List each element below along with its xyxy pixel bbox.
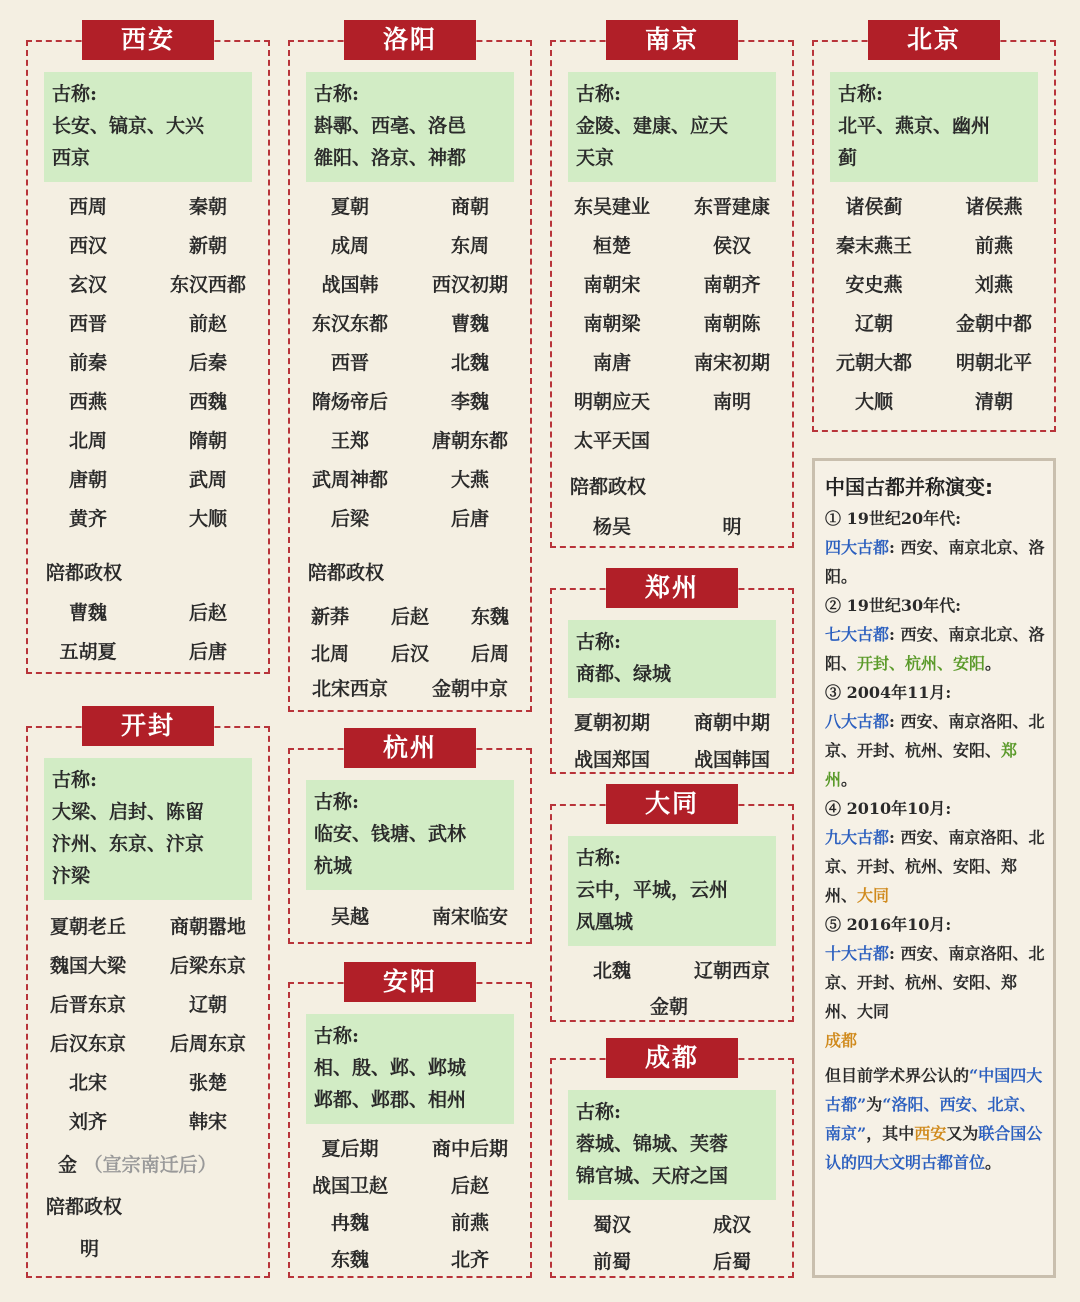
jin-row [58, 1150, 217, 1177]
dynasty-list [290, 902, 530, 929]
panel-title: 中国古都并称演变: [825, 475, 993, 499]
city-card-zhengzhou [550, 573, 794, 774]
dynasty-item: 成周 [330, 235, 369, 257]
dynasty-item: 后梁东京 [169, 955, 246, 977]
dynasty-item: 西汉初期 [431, 274, 508, 296]
ancient-names: 雒阳、洛京、神都 [314, 147, 467, 169]
dynasty-item: 东魏 [330, 1249, 369, 1271]
dynasty-item: 前燕 [974, 235, 1013, 257]
dynasty-item: 南宋初期 [693, 352, 770, 374]
city-title: 开封 [82, 706, 214, 746]
city-title: 成都 [606, 1038, 738, 1078]
dynasty-item: 元朝大都 [835, 352, 912, 374]
dynasty-item: 商朝中期 [693, 712, 770, 734]
conclusion-key: 西安 [914, 1124, 947, 1143]
dynasty-item: 大燕 [450, 469, 489, 491]
city-card-chengdu [550, 1043, 794, 1278]
dynasty-item: 诸侯蓟 [845, 196, 903, 218]
era-5 [825, 910, 1047, 1055]
dynasty-item: 南唐 [592, 352, 631, 374]
era-new: 成都 [825, 1031, 858, 1050]
accompany-label: 陪都政权 [570, 476, 647, 498]
dynasty-item: 夏后期 [321, 1138, 379, 1160]
dynasty-item: 辽朝西京 [693, 960, 770, 982]
ancient-label: 古称: [576, 1101, 622, 1123]
dynasty-item: 前秦 [68, 352, 107, 374]
dynasty-item: 东汉西都 [169, 274, 246, 296]
dynasty-item: 北周 [68, 430, 107, 452]
dynasty-item: 侯汉 [712, 235, 751, 257]
dynasty-item: 明 [722, 516, 742, 538]
dynasty-item: 夏朝 [330, 196, 369, 218]
dynasty-item: 南朝梁 [583, 313, 641, 335]
era-heading: ④ 2010年10月: [825, 799, 952, 818]
jin-note: （宣宗南迁后） [83, 1154, 217, 1176]
conclusion-key: “中国四大古都” [825, 1066, 1043, 1114]
dynasty-item: 东魏 [470, 606, 509, 628]
dynasty-item: 东汉东都 [311, 313, 388, 335]
dynasty-item: 南朝宋 [583, 274, 641, 296]
dynasty-item: 后汉 [390, 643, 429, 665]
dynasty-item: 玄汉 [68, 274, 107, 296]
era-key: 十大古都 [825, 944, 890, 963]
city-title: 大同 [606, 784, 738, 824]
accompany-label: 陪都政权 [308, 562, 385, 584]
conclusion-key: 联合国公认的四大文明古都首位 [825, 1124, 1043, 1172]
dynasty-item: 商朝嚣地 [169, 916, 246, 938]
dynasty-item: 刘齐 [68, 1111, 107, 1133]
dynasty-item: 东晋建康 [693, 196, 770, 218]
ancient-names: 商都、绿城 [576, 663, 672, 685]
dynasty-item: 西汉 [68, 235, 107, 257]
dynasty-item: 南明 [712, 391, 751, 413]
dynasty-item: 战国卫赵 [311, 1175, 388, 1197]
dynasty-item: 东吴建业 [573, 196, 650, 218]
era-4 [825, 794, 1047, 910]
ancient-names: 相、殷、邺、邺城 [314, 1057, 467, 1079]
accompany-list [28, 598, 268, 664]
dynasty-item: 南朝齐 [703, 274, 761, 296]
ancient-names: 云中，平城，云州 [576, 879, 729, 901]
dynasty-item: 后唐 [188, 641, 227, 663]
accompany-list [552, 512, 792, 539]
era-heading: ② 19世纪30年代: [825, 596, 962, 615]
ancient-names: 西京 [52, 147, 91, 169]
dynasty-item: 前赵 [188, 313, 227, 335]
dynasty-item: 战国郑国 [573, 749, 650, 771]
city-title: 北京 [868, 20, 1000, 60]
dynasty-list [552, 708, 792, 772]
ancient-names: 长安、镐京、大兴 [52, 115, 205, 137]
dynasty-item: 后赵 [188, 602, 227, 624]
accompany-list [290, 602, 530, 666]
city-card-beijing [812, 25, 1056, 432]
era-text: : 西安、南京北京、洛阳、 [825, 625, 1045, 673]
dynasty-item: 金朝中都 [955, 313, 1032, 335]
dynasty-item: 后梁 [330, 508, 369, 530]
dynasty-item: 西晋 [68, 313, 107, 335]
dynasty-item: 东周 [450, 235, 489, 257]
dynasty-item: 大顺 [188, 508, 227, 530]
dynasty-item: 王郑 [330, 430, 369, 452]
dynasty-item: 辽朝 [854, 313, 893, 335]
ancient-names-box [44, 758, 252, 900]
conclusion-text: 但目前学术界公认的 [825, 1066, 970, 1085]
ancient-label: 古称: [576, 631, 622, 653]
dynasty-item: 武周 [188, 469, 227, 491]
conclusion-key: “洛阳、西安、北京、南京” [825, 1095, 1036, 1143]
dynasty-list [28, 192, 268, 531]
dynasty-item: 北宋 [68, 1072, 107, 1094]
ancient-names: 汴州、东京、汴京 [52, 833, 205, 855]
ancient-names: 锦官城、天府之国 [576, 1165, 729, 1187]
dynasty-item: 后晋东京 [49, 994, 126, 1016]
dynasty-item: 夏朝初期 [573, 712, 650, 734]
dynasty-item: 黄齐 [68, 508, 107, 530]
dynasty-list [552, 956, 792, 983]
dynasty-item: 曹魏 [450, 313, 489, 335]
conclusion-text: 。 [985, 1153, 1002, 1172]
city-title: 安阳 [344, 962, 476, 1002]
ancient-names: 北平、燕京、幽州 [838, 115, 991, 137]
ancient-names: 汴梁 [52, 865, 91, 887]
era-key: 八大古都 [825, 712, 890, 731]
dynasty-item: 后秦 [188, 352, 227, 374]
ancient-names: 斟鄩、西亳、洛邑 [314, 115, 467, 137]
dynasty-item: 秦朝 [188, 196, 227, 218]
ancient-names-box [568, 836, 776, 946]
dynasty-item: 秦末燕王 [835, 235, 912, 257]
dynasty-item: 大顺 [854, 391, 893, 413]
era-text: : 西安、南京洛阳、北京、开封、杭州、安阳、郑州、 [825, 828, 1045, 905]
dynasty-item: 商中后期 [431, 1138, 508, 1160]
conclusion [825, 1061, 1047, 1177]
era-1 [825, 504, 1047, 591]
era-3: ③ 2004年11月: 八大古都: 西安、南京洛阳、北京、开封、杭州、安阳、郑州。 [825, 678, 1047, 794]
dynasty-item: 北魏 [450, 352, 489, 374]
dynasty-item: 西晋 [330, 352, 369, 374]
ancient-names: 临安、钱塘、武林 [314, 823, 467, 845]
dynasty-list [814, 192, 1054, 414]
ancient-names: 金陵、建康、应天 [576, 115, 729, 137]
city-title: 洛阳 [344, 20, 476, 60]
dynasty-item: 西燕 [68, 391, 107, 413]
ancient-label: 古称: [52, 83, 98, 105]
dynasty-item: 北宋西京 [311, 678, 388, 700]
dynasty-item: 刘燕 [974, 274, 1013, 296]
dynasty-item: 夏朝老丘 [49, 916, 126, 938]
dynasty-item: 冉魏 [330, 1212, 369, 1234]
conclusion-text: ，其中 [866, 1124, 915, 1143]
dynasty-item: 金朝中京 [431, 678, 508, 700]
dynasty-item: 李魏 [450, 391, 489, 413]
dynasty-item: 后汉东京 [49, 1033, 126, 1055]
dynasty-item: 北周 [310, 643, 349, 665]
accompany-label: 陪都政权 [46, 1196, 123, 1218]
ancient-names-box [44, 72, 252, 182]
dynasty-item: 北魏 [592, 960, 631, 982]
era-text: : 西安、南京洛阳、北京、开封、杭州、安阳、郑州、大同 [825, 944, 1045, 1021]
dynasty-item: 韩宋 [188, 1111, 227, 1133]
era-key: 九大古都 [825, 828, 890, 847]
city-card-luoyang [288, 25, 532, 712]
dynasty-item: 南宋临安 [431, 906, 508, 928]
dynasty-item: 隋炀帝后 [311, 391, 388, 413]
ancient-label: 古称: [576, 847, 622, 869]
dynasty-item: 唐朝 [68, 469, 107, 491]
dynasty-item: 安史燕 [845, 274, 903, 296]
conclusion-text: 又为 [946, 1124, 979, 1143]
dynasty-item: 金朝 [650, 996, 689, 1018]
city-title: 杭州 [344, 728, 476, 768]
dynasty-list [290, 1134, 530, 1272]
dynasty-item: 清朝 [974, 391, 1013, 413]
dynasty-list [552, 1210, 792, 1274]
city-title: 郑州 [606, 568, 738, 608]
ancient-names: 凤凰城 [576, 911, 634, 933]
city-card-kaifeng [26, 711, 270, 1278]
dynasty-item: 后蜀 [712, 1251, 751, 1273]
dynasty-item: 蜀汉 [592, 1214, 631, 1236]
dynasty-item: 明朝应天 [573, 391, 650, 413]
ancient-names-box [568, 1090, 776, 1200]
dynasty-item: 魏国大梁 [49, 955, 126, 977]
dynasty-item: 隋朝 [188, 430, 227, 452]
dynasty-item: 新莽 [310, 606, 349, 628]
dynasty-item: 西魏 [188, 391, 227, 413]
ancient-names-box [306, 780, 514, 890]
ancient-label: 古称: [52, 769, 98, 791]
ancient-names-box [306, 72, 514, 182]
dynasty-item: 曹魏 [68, 602, 107, 624]
dynasty-item: 前燕 [450, 1212, 489, 1234]
era-heading: ③ 2004年11月: [825, 683, 952, 702]
era-text: : 西安、南京北京、洛阳。 [825, 538, 1045, 586]
ancient-names-box [830, 72, 1038, 182]
dynasty-item: 杨吴 [592, 516, 631, 538]
ancient-names-box [568, 620, 776, 698]
era-text: : 西安、南京洛阳、北京、开封、杭州、安阳、 [825, 712, 1045, 760]
dynasty-item: 西周 [68, 196, 107, 218]
era-new: 开封、杭州、安阳 [857, 654, 986, 673]
dynasty-item: 前蜀 [592, 1251, 631, 1273]
era-heading: ① 19世纪20年代: [825, 509, 962, 528]
accompany-list-2 [290, 674, 530, 701]
dynasty-list [290, 192, 530, 531]
dynasty-item: 金 [58, 1154, 78, 1176]
era-new: 大同 [857, 886, 890, 905]
ancient-label: 古称: [314, 1025, 360, 1047]
city-card-datong [550, 789, 794, 1022]
ancient-names: 天京 [576, 147, 615, 169]
ancient-label: 古称: [838, 83, 884, 105]
ancient-label: 古称: [576, 83, 622, 105]
ancient-label: 古称: [314, 791, 360, 813]
dynasty-item: 五胡夏 [59, 641, 117, 663]
era-key: 七大古都 [825, 625, 890, 644]
dynasty-item: 后周 [470, 643, 509, 665]
dynasty-item: 后周东京 [169, 1033, 246, 1055]
city-card-anyang [288, 967, 532, 1278]
dynasty-item: 后赵 [450, 1175, 489, 1197]
city-title: 西安 [82, 20, 214, 60]
dynasty-item: 吴越 [330, 906, 369, 928]
ancient-names: 邺都、邺郡、相州 [314, 1089, 467, 1111]
era-heading: ⑤ 2016年10月: [825, 915, 952, 934]
dynasty-item: 太平天国 [573, 430, 650, 452]
city-card-nanjing [550, 25, 794, 548]
ancient-names: 大梁、启封、陈留 [52, 801, 205, 823]
dynasty-item: 辽朝 [188, 994, 227, 1016]
ancient-names-box [568, 72, 776, 182]
dynasty-item: 诸侯燕 [965, 196, 1023, 218]
dynasty-item: 明朝北平 [955, 352, 1032, 374]
dynasty-item: 桓楚 [592, 235, 631, 257]
dynasty-item: 成汉 [712, 1214, 751, 1236]
era-key: 四大古都 [825, 538, 890, 557]
capitals-evolution-panel [812, 458, 1056, 1278]
dynasty-list [28, 912, 268, 1134]
dynasty-item: 明 [80, 1238, 100, 1260]
city-card-hangzhou [288, 733, 532, 944]
conclusion-text: 为 [866, 1095, 883, 1114]
accompany-label: 陪都政权 [46, 562, 123, 584]
era-new: 郑州 [825, 741, 1018, 789]
dynasty-item: 后唐 [450, 508, 489, 530]
era-2: ② 19世纪30年代: 七大古都: 西安、南京北京、洛阳、开封、杭州、安阳。 [825, 591, 1047, 678]
dynasty-item: 张楚 [188, 1072, 227, 1094]
dynasty-item: 武周神都 [311, 469, 388, 491]
dynasty-item: 后赵 [390, 606, 429, 628]
ancient-label: 古称: [314, 83, 360, 105]
dynasty-item: 南朝陈 [703, 313, 761, 335]
dynasty-item: 战国韩国 [693, 749, 770, 771]
ancient-names: 杭城 [314, 855, 353, 877]
dynasty-list [552, 192, 792, 453]
city-title: 南京 [606, 20, 738, 60]
dynasty-item: 唐朝东都 [431, 430, 508, 452]
city-card-xian [26, 25, 270, 674]
dynasty-item: 北齐 [450, 1249, 489, 1271]
ancient-names-box [306, 1014, 514, 1124]
dynasty-item: 战国韩 [321, 274, 379, 296]
dynasty-item: 商朝 [450, 196, 489, 218]
dynasty-item: 新朝 [188, 235, 227, 257]
ancient-names: 蓟 [838, 147, 858, 169]
ancient-names: 蓉城、锦城、芙蓉 [576, 1133, 729, 1155]
